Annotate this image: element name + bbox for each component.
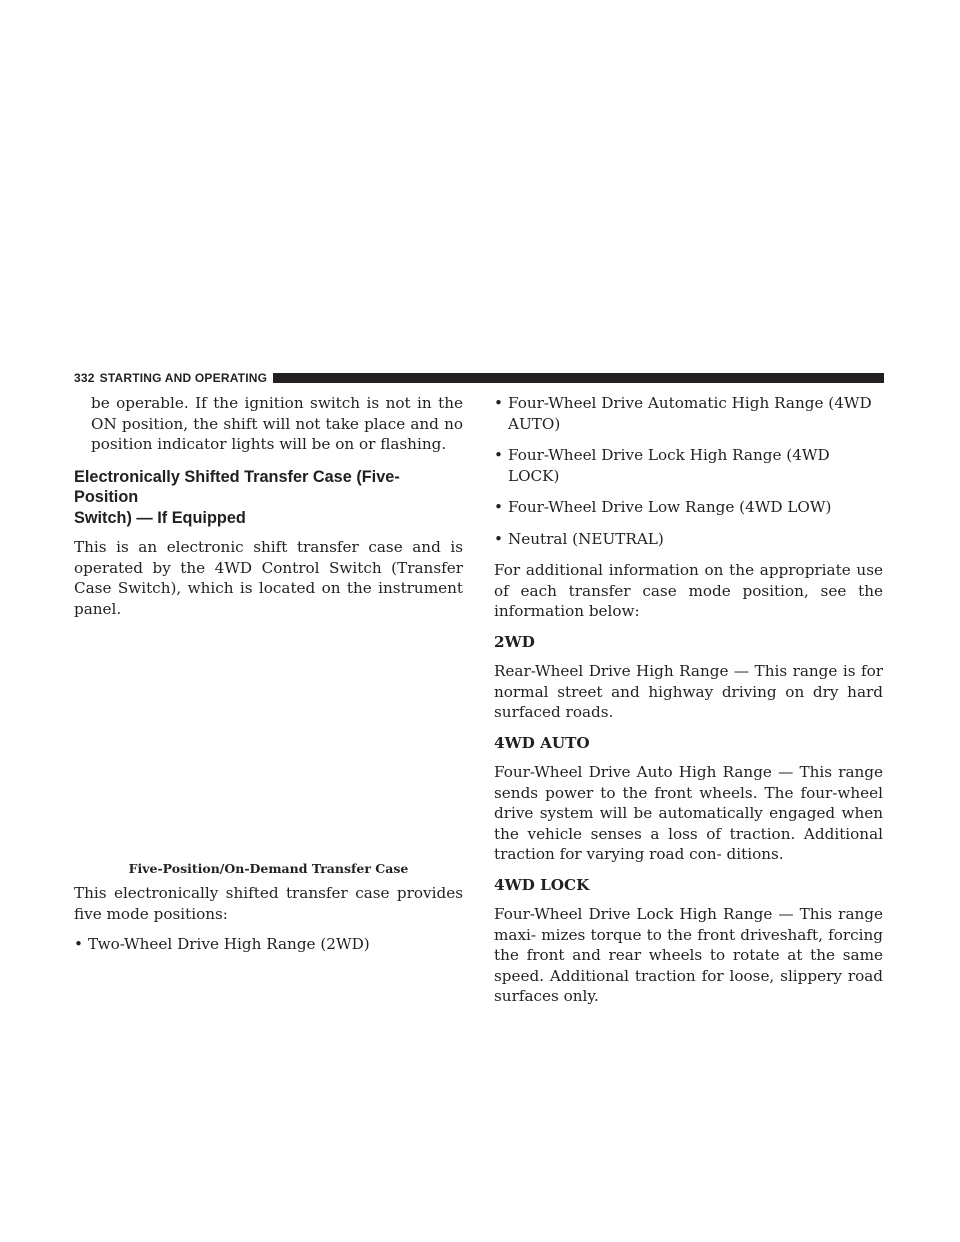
- figure-caption: Five-Position/On-Demand Transfer Case: [128, 861, 409, 876]
- list-item-text: Four-Wheel Drive Lock High Range (4WD LOCK): [508, 446, 830, 485]
- mode-body-4wd-lock: Four-Wheel Drive Lock High Range — This range maxi- mizes torque to the front driveshaft, forcing the front and rear wheels to rotate at the same speed. Additional traction for loose, slippery road surfaces only.: [494, 905, 883, 1005]
- section-title: STARTING AND OPERATING: [99, 371, 268, 385]
- mode-heading-4wd-auto: 4WD AUTO: [494, 733, 590, 752]
- mode-list-left: [74, 934, 463, 955]
- page-number: 332: [74, 371, 95, 385]
- mode-list-right: [494, 393, 883, 549]
- section-heading: [74, 467, 463, 529]
- bullet-icon: •: [494, 498, 503, 516]
- list-item-text: Four-Wheel Drive Automatic High Range (4WD AUTO): [508, 394, 872, 433]
- mode-body-4wd-auto: Four-Wheel Drive Auto High Range — This range sends power to the front wheels. The four-wheel drive system will be automatically engaged when the vehicle senses a loss of traction. Additional traction for varying road con- ditions.: [494, 763, 883, 863]
- bullet-icon: •: [74, 935, 83, 953]
- intro-paragraph: This is an electronic shift transfer case and is operated by the 4WD Control Switch (Transfer Case Switch), which is located on the instrument panel.: [74, 538, 463, 618]
- list-item-text: Four-Wheel Drive Low Range (4WD LOW): [508, 498, 832, 516]
- mode-body-2wd: Rear-Wheel Drive High Range — This range is for normal street and highway driving on dry hard surfaced roads.: [494, 662, 883, 721]
- info-intro-paragraph: For additional information on the appropriate use of each transfer case mode position, see the information below:: [494, 561, 883, 620]
- list-item: [494, 529, 883, 550]
- section-heading-line-1: Electronically Shifted Transfer Case (Five-Position: [74, 467, 400, 506]
- bullet-icon: •: [494, 446, 503, 464]
- list-item: [74, 934, 463, 955]
- mode-heading-4wd-lock: 4WD LOCK: [494, 875, 590, 894]
- list-item: [494, 445, 883, 486]
- left-column: [74, 393, 463, 966]
- page-header: [74, 370, 884, 386]
- list-item: [494, 393, 883, 434]
- header-rule: [273, 373, 884, 383]
- bullet-icon: •: [494, 529, 503, 548]
- list-item-text: Neutral (NEUTRAL): [508, 529, 664, 548]
- transfer-case-figure: [74, 629, 463, 861]
- bullet-icon: •: [494, 394, 503, 412]
- right-column: [494, 393, 883, 1017]
- list-item-text: Two-Wheel Drive High Range (2WD): [88, 935, 370, 953]
- list-item: [494, 497, 883, 518]
- modes-intro-paragraph: This electronically shifted transfer case provides five mode positions:: [74, 884, 463, 923]
- mode-heading-2wd: 2WD: [494, 632, 535, 651]
- continuation-paragraph: be operable. If the ignition switch is not in the ON position, the shift will not take place and no position indicator lights will be on or flashing.: [91, 394, 463, 453]
- section-heading-line-2: Switch) — If Equipped: [74, 508, 246, 527]
